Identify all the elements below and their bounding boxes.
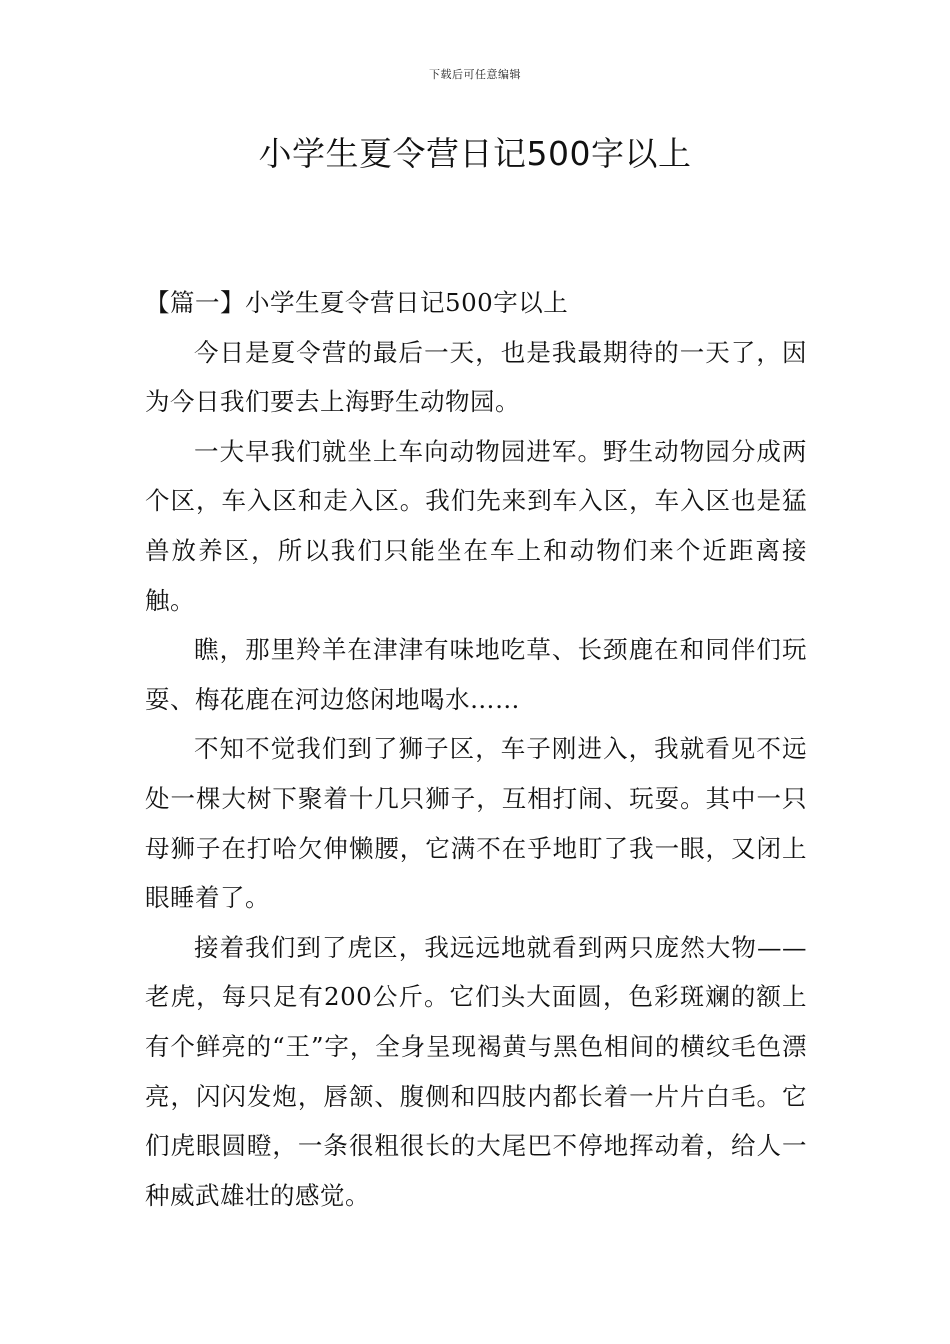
document-title: 小学生夏令营日记500字以上 [258,134,692,173]
paragraph-4: 不知不觉我们到了狮子区，车子刚进入，我就看见不远处一棵大树下聚着十几只狮子，互相打闹、玩耍。其中一只母狮子在打哈欠伸懒腰，它满不在乎地盯了我一眼，又闭上眼睡着了。 [145,734,807,913]
paragraph-1: 今日是夏令营的最后一天，也是我最期待的一天了，因为今日我们要去上海野生动物园。 [145,337,807,417]
section-heading: 【篇一】小学生夏令营日记500字以上 [145,288,569,317]
document-body [145,278,807,1220]
paragraph-2: 一大早我们就坐上车向动物园进军。野生动物园分成两个区，车入区和走入区。我们先来到车入区，车入区也是猛兽放养区，所以我们只能坐在车上和动物们来个近距离接触。 [145,436,807,615]
paragraph-5: 接着我们到了虎区，我远远地就看到两只庞然大物——老虎，每只足有200公斤。它们头大面圆，色彩斑斓的额上有个鲜亮的“王”字，全身呈现褐黄与黑色相间的横纹毛色漂亮，闪闪发炮，唇颔、腹侧和四肢内都长着一片片白毛。它们虎眼圆瞪，一条很粗很长的大尾巴不停地挥动着，给人一种威武雄壮的感觉。 [145,932,807,1210]
header-note: 下载后可任意编辑 [429,68,521,81]
paragraph-3: 瞧，那里羚羊在津津有味地吃草、长颈鹿在和同伴们玩耍、梅花鹿在河边悠闲地喝水…… [145,635,807,714]
